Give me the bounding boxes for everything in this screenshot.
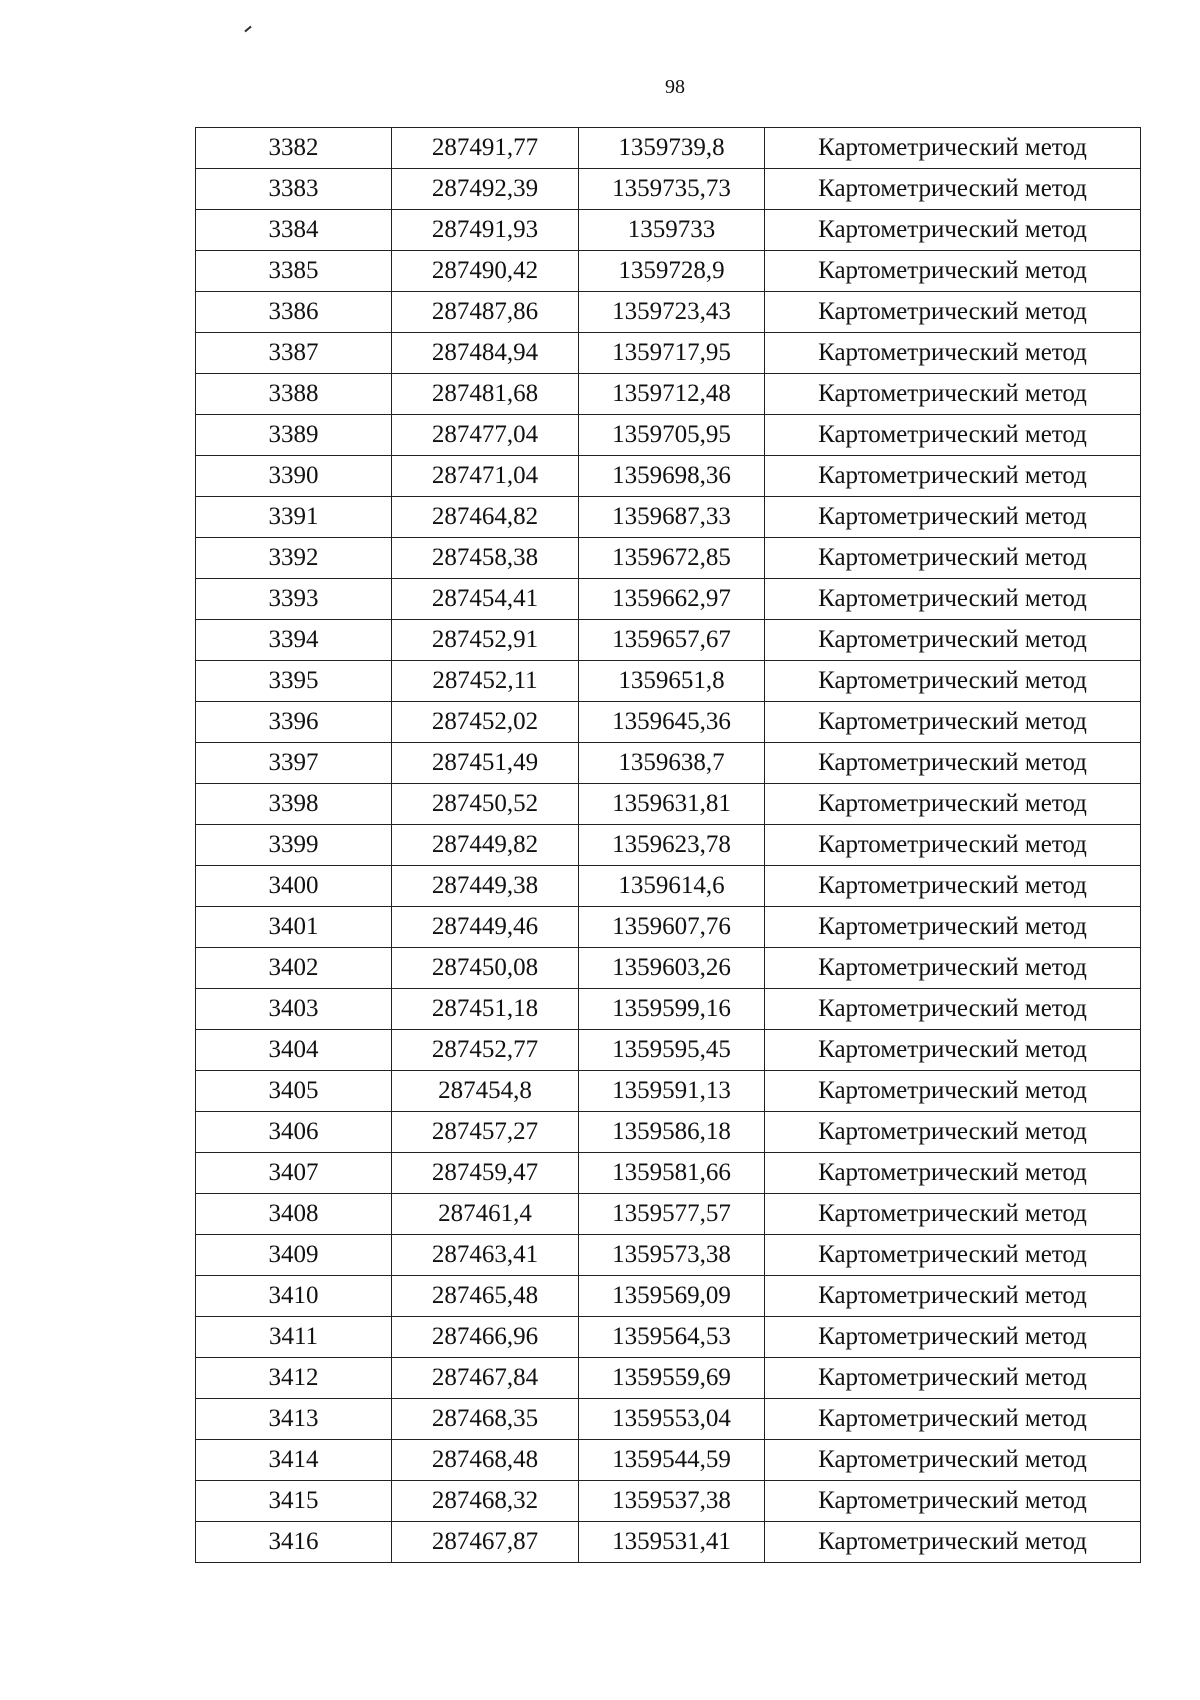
- point-number-cell: 3407: [196, 1153, 392, 1194]
- point-number-cell: 3391: [196, 497, 392, 538]
- table-row: [196, 907, 1141, 948]
- x-coordinate-cell: 287451,18: [392, 989, 579, 1030]
- y-coordinate-cell: 1359544,59: [579, 1440, 765, 1481]
- y-coordinate-cell: 1359553,04: [579, 1399, 765, 1440]
- point-number-cell: 3398: [196, 784, 392, 825]
- x-coordinate-cell: 287463,41: [392, 1235, 579, 1276]
- table-row: [196, 1194, 1141, 1235]
- table-row: [196, 210, 1141, 251]
- point-number-cell: 3404: [196, 1030, 392, 1071]
- y-coordinate-cell: 1359607,76: [579, 907, 765, 948]
- page-number: 98: [665, 76, 685, 98]
- y-coordinate-cell: 1359687,33: [579, 497, 765, 538]
- method-cell: Картометрический метод: [765, 1358, 1141, 1399]
- table-row: [196, 825, 1141, 866]
- table-row: [196, 1071, 1141, 1112]
- method-cell: Картометрический метод: [765, 620, 1141, 661]
- method-cell: Картометрический метод: [765, 825, 1141, 866]
- point-number-cell: 3410: [196, 1276, 392, 1317]
- x-coordinate-cell: 287468,35: [392, 1399, 579, 1440]
- y-coordinate-cell: 1359735,73: [579, 169, 765, 210]
- y-coordinate-cell: 1359581,66: [579, 1153, 765, 1194]
- table-row: [196, 1276, 1141, 1317]
- x-coordinate-cell: 287458,38: [392, 538, 579, 579]
- point-number-cell: 3385: [196, 251, 392, 292]
- table-row: [196, 620, 1141, 661]
- x-coordinate-cell: 287450,08: [392, 948, 579, 989]
- point-number-cell: 3411: [196, 1317, 392, 1358]
- method-cell: Картометрический метод: [765, 702, 1141, 743]
- point-number-cell: 3405: [196, 1071, 392, 1112]
- method-cell: Картометрический метод: [765, 661, 1141, 702]
- y-coordinate-cell: 1359599,16: [579, 989, 765, 1030]
- x-coordinate-cell: 287490,42: [392, 251, 579, 292]
- y-coordinate-cell: 1359591,13: [579, 1071, 765, 1112]
- table-row: [196, 128, 1141, 169]
- x-coordinate-cell: 287468,48: [392, 1440, 579, 1481]
- method-cell: Картометрический метод: [765, 1522, 1141, 1563]
- y-coordinate-cell: 1359717,95: [579, 333, 765, 374]
- y-coordinate-cell: 1359712,48: [579, 374, 765, 415]
- y-coordinate-cell: 1359603,26: [579, 948, 765, 989]
- point-number-cell: 3397: [196, 743, 392, 784]
- y-coordinate-cell: 1359531,41: [579, 1522, 765, 1563]
- x-coordinate-cell: 287457,27: [392, 1112, 579, 1153]
- table-row: [196, 1481, 1141, 1522]
- method-cell: Картометрический метод: [765, 1194, 1141, 1235]
- table-row: [196, 784, 1141, 825]
- x-coordinate-cell: 287449,46: [392, 907, 579, 948]
- method-cell: Картометрический метод: [765, 1481, 1141, 1522]
- point-number-cell: 3384: [196, 210, 392, 251]
- y-coordinate-cell: 1359577,57: [579, 1194, 765, 1235]
- x-coordinate-cell: 287452,11: [392, 661, 579, 702]
- method-cell: Картометрический метод: [765, 1399, 1141, 1440]
- method-cell: Картометрический метод: [765, 292, 1141, 333]
- y-coordinate-cell: 1359651,8: [579, 661, 765, 702]
- method-cell: Картометрический метод: [765, 907, 1141, 948]
- table-row: [196, 415, 1141, 456]
- y-coordinate-cell: 1359638,7: [579, 743, 765, 784]
- x-coordinate-cell: 287451,49: [392, 743, 579, 784]
- x-coordinate-cell: 287467,87: [392, 1522, 579, 1563]
- method-cell: Картометрический метод: [765, 169, 1141, 210]
- y-coordinate-cell: 1359537,38: [579, 1481, 765, 1522]
- point-number-cell: 3396: [196, 702, 392, 743]
- point-number-cell: 3395: [196, 661, 392, 702]
- y-coordinate-cell: 1359614,6: [579, 866, 765, 907]
- point-number-cell: 3402: [196, 948, 392, 989]
- table-row: [196, 169, 1141, 210]
- method-cell: Картометрический метод: [765, 1071, 1141, 1112]
- point-number-cell: 3416: [196, 1522, 392, 1563]
- table-row: [196, 1317, 1141, 1358]
- table-row: [196, 743, 1141, 784]
- y-coordinate-cell: 1359728,9: [579, 251, 765, 292]
- x-coordinate-cell: 287452,02: [392, 702, 579, 743]
- x-coordinate-cell: 287461,4: [392, 1194, 579, 1235]
- method-cell: Картометрический метод: [765, 1030, 1141, 1071]
- y-coordinate-cell: 1359595,45: [579, 1030, 765, 1071]
- method-cell: Картометрический метод: [765, 538, 1141, 579]
- table-row: [196, 989, 1141, 1030]
- table-row: [196, 866, 1141, 907]
- point-number-cell: 3399: [196, 825, 392, 866]
- point-number-cell: 3393: [196, 579, 392, 620]
- x-coordinate-cell: 287487,86: [392, 292, 579, 333]
- point-number-cell: 3383: [196, 169, 392, 210]
- method-cell: Картометрический метод: [765, 866, 1141, 907]
- method-cell: Картометрический метод: [765, 1317, 1141, 1358]
- y-coordinate-cell: 1359573,38: [579, 1235, 765, 1276]
- method-cell: Картометрический метод: [765, 251, 1141, 292]
- method-cell: Картометрический метод: [765, 743, 1141, 784]
- x-coordinate-cell: 287465,48: [392, 1276, 579, 1317]
- point-number-cell: 3389: [196, 415, 392, 456]
- y-coordinate-cell: 1359672,85: [579, 538, 765, 579]
- x-coordinate-cell: 287481,68: [392, 374, 579, 415]
- y-coordinate-cell: 1359705,95: [579, 415, 765, 456]
- coordinates-table: [195, 127, 1141, 1563]
- method-cell: Картометрический метод: [765, 456, 1141, 497]
- table-row: [196, 1440, 1141, 1481]
- method-cell: Картометрический метод: [765, 784, 1141, 825]
- method-cell: Картометрический метод: [765, 1440, 1141, 1481]
- x-coordinate-cell: 287454,41: [392, 579, 579, 620]
- y-coordinate-cell: 1359631,81: [579, 784, 765, 825]
- x-coordinate-cell: 287492,39: [392, 169, 579, 210]
- y-coordinate-cell: 1359739,8: [579, 128, 765, 169]
- method-cell: Картометрический метод: [765, 948, 1141, 989]
- y-coordinate-cell: 1359645,36: [579, 702, 765, 743]
- method-cell: Картометрический метод: [765, 333, 1141, 374]
- y-coordinate-cell: 1359662,97: [579, 579, 765, 620]
- x-coordinate-cell: 287467,84: [392, 1358, 579, 1399]
- y-coordinate-cell: 1359698,36: [579, 456, 765, 497]
- x-coordinate-cell: 287466,96: [392, 1317, 579, 1358]
- method-cell: Картометрический метод: [765, 1235, 1141, 1276]
- table-row: [196, 702, 1141, 743]
- point-number-cell: 3401: [196, 907, 392, 948]
- x-coordinate-cell: 287449,38: [392, 866, 579, 907]
- x-coordinate-cell: 287491,93: [392, 210, 579, 251]
- table-row: [196, 1153, 1141, 1194]
- point-number-cell: 3409: [196, 1235, 392, 1276]
- point-number-cell: 3382: [196, 128, 392, 169]
- x-coordinate-cell: 287450,52: [392, 784, 579, 825]
- y-coordinate-cell: 1359657,67: [579, 620, 765, 661]
- point-number-cell: 3414: [196, 1440, 392, 1481]
- table-row: [196, 251, 1141, 292]
- method-cell: Картометрический метод: [765, 1276, 1141, 1317]
- x-coordinate-cell: 287464,82: [392, 497, 579, 538]
- table-row: [196, 579, 1141, 620]
- table-row: [196, 1030, 1141, 1071]
- point-number-cell: 3390: [196, 456, 392, 497]
- method-cell: Картометрический метод: [765, 210, 1141, 251]
- y-coordinate-cell: 1359569,09: [579, 1276, 765, 1317]
- x-coordinate-cell: 287491,77: [392, 128, 579, 169]
- x-coordinate-cell: 287468,32: [392, 1481, 579, 1522]
- table-row: [196, 333, 1141, 374]
- table-row: [196, 1399, 1141, 1440]
- point-number-cell: 3392: [196, 538, 392, 579]
- table-row: [196, 661, 1141, 702]
- point-number-cell: 3408: [196, 1194, 392, 1235]
- stray-mark: [244, 26, 251, 33]
- x-coordinate-cell: 287452,91: [392, 620, 579, 661]
- y-coordinate-cell: 1359559,69: [579, 1358, 765, 1399]
- table-row: [196, 1235, 1141, 1276]
- table-row: [196, 374, 1141, 415]
- table-row: [196, 1358, 1141, 1399]
- method-cell: Картометрический метод: [765, 989, 1141, 1030]
- point-number-cell: 3403: [196, 989, 392, 1030]
- point-number-cell: 3415: [196, 1481, 392, 1522]
- point-number-cell: 3406: [196, 1112, 392, 1153]
- coordinates-table-body: [196, 128, 1141, 1563]
- y-coordinate-cell: 1359586,18: [579, 1112, 765, 1153]
- point-number-cell: 3412: [196, 1358, 392, 1399]
- point-number-cell: 3400: [196, 866, 392, 907]
- x-coordinate-cell: 287454,8: [392, 1071, 579, 1112]
- y-coordinate-cell: 1359623,78: [579, 825, 765, 866]
- method-cell: Картометрический метод: [765, 497, 1141, 538]
- table-row: [196, 1522, 1141, 1563]
- point-number-cell: 3413: [196, 1399, 392, 1440]
- table-row: [196, 948, 1141, 989]
- x-coordinate-cell: 287471,04: [392, 456, 579, 497]
- method-cell: Картометрический метод: [765, 128, 1141, 169]
- table-row: [196, 456, 1141, 497]
- method-cell: Картометрический метод: [765, 1153, 1141, 1194]
- table-row: [196, 538, 1141, 579]
- table-row: [196, 292, 1141, 333]
- method-cell: Картометрический метод: [765, 415, 1141, 456]
- x-coordinate-cell: 287477,04: [392, 415, 579, 456]
- method-cell: Картометрический метод: [765, 1112, 1141, 1153]
- x-coordinate-cell: 287449,82: [392, 825, 579, 866]
- point-number-cell: 3394: [196, 620, 392, 661]
- table-row: [196, 497, 1141, 538]
- point-number-cell: 3388: [196, 374, 392, 415]
- point-number-cell: 3386: [196, 292, 392, 333]
- x-coordinate-cell: 287459,47: [392, 1153, 579, 1194]
- y-coordinate-cell: 1359564,53: [579, 1317, 765, 1358]
- method-cell: Картометрический метод: [765, 374, 1141, 415]
- table-row: [196, 1112, 1141, 1153]
- method-cell: Картометрический метод: [765, 579, 1141, 620]
- x-coordinate-cell: 287452,77: [392, 1030, 579, 1071]
- y-coordinate-cell: 1359733: [579, 210, 765, 251]
- point-number-cell: 3387: [196, 333, 392, 374]
- x-coordinate-cell: 287484,94: [392, 333, 579, 374]
- y-coordinate-cell: 1359723,43: [579, 292, 765, 333]
